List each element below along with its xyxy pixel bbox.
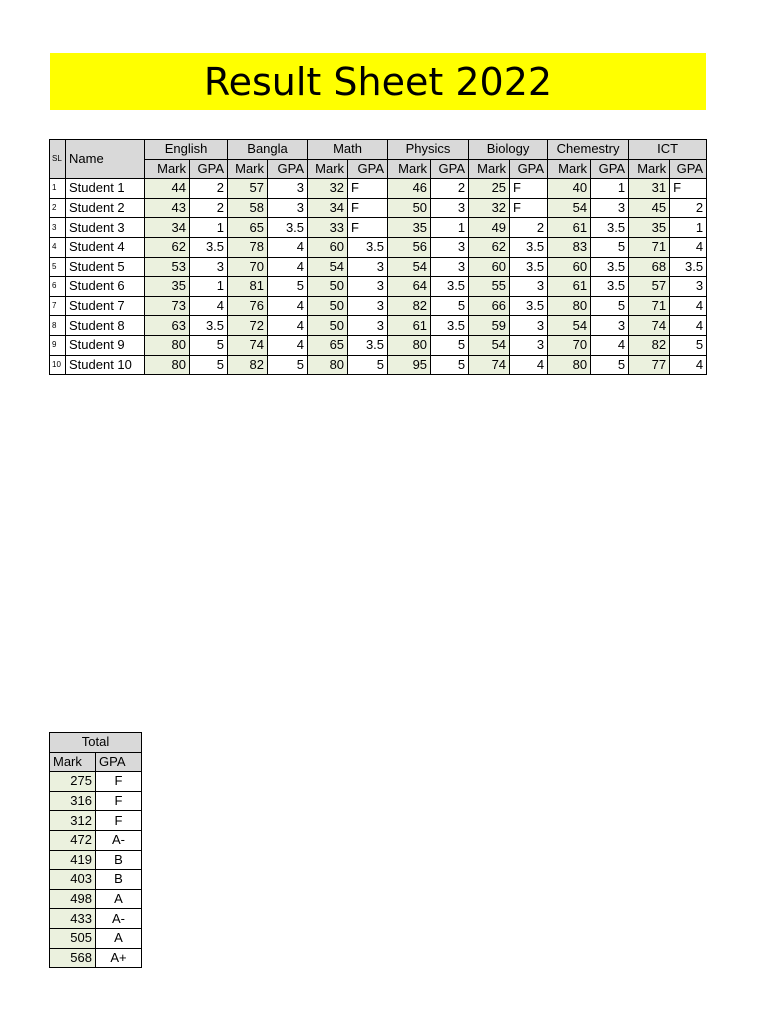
total-row	[50, 870, 142, 890]
total-mark-cell: 419	[50, 850, 96, 870]
sl-cell: 7	[50, 296, 66, 316]
mark-cell: 43	[145, 198, 190, 218]
table-row	[50, 296, 707, 316]
mark-cell: 78	[228, 237, 268, 257]
gpa-cell: 3	[431, 198, 469, 218]
mark-cell: 50	[308, 316, 348, 336]
mark-cell: 54	[469, 335, 510, 355]
mark-cell: 34	[308, 198, 348, 218]
gpa-cell: 3.5	[591, 257, 629, 277]
gpa-cell: 3.5	[348, 237, 388, 257]
gpa-cell: 2	[670, 198, 707, 218]
mark-cell: 57	[629, 277, 670, 297]
gpa-cell: 2	[190, 198, 228, 218]
mark-cell: 60	[548, 257, 591, 277]
table-row	[50, 335, 707, 355]
gpa-cell: 3.5	[431, 277, 469, 297]
mark-cell: 57	[228, 179, 268, 199]
total-gpa-header: GPA	[96, 752, 142, 772]
mark-cell: 54	[308, 257, 348, 277]
gpa-cell: 4	[510, 355, 548, 375]
gpa-cell: 3	[348, 257, 388, 277]
mark-cell: 54	[548, 316, 591, 336]
table-row	[50, 198, 707, 218]
total-mark-cell: 472	[50, 830, 96, 850]
gpa-cell: 3.5	[591, 277, 629, 297]
mark-cell: 32	[469, 198, 510, 218]
gpa-cell: 3.5	[510, 257, 548, 277]
gpa-cell: 3.5	[510, 296, 548, 316]
total-gpa-cell: A	[96, 889, 142, 909]
mark-cell: 60	[308, 237, 348, 257]
mark-cell: 70	[548, 335, 591, 355]
mark-cell: 54	[548, 198, 591, 218]
gpa-cell: 5	[431, 296, 469, 316]
gpa-cell: 4	[670, 316, 707, 336]
total-gpa-cell: A-	[96, 830, 142, 850]
mark-cell: 55	[469, 277, 510, 297]
mark-cell: 46	[388, 179, 431, 199]
gpa-subheader: GPA	[670, 159, 707, 179]
total-gpa-cell: F	[96, 811, 142, 831]
mark-cell: 49	[469, 218, 510, 238]
gpa-cell: 5	[670, 335, 707, 355]
student-name-cell: Student 2	[66, 198, 145, 218]
gpa-cell: 4	[268, 296, 308, 316]
name-header: Name	[66, 140, 145, 179]
mark-cell: 82	[228, 355, 268, 375]
mark-cell: 63	[145, 316, 190, 336]
gpa-cell: 1	[431, 218, 469, 238]
total-mark-cell: 498	[50, 889, 96, 909]
gpa-cell: 1	[190, 277, 228, 297]
mark-cell: 35	[388, 218, 431, 238]
gpa-cell: 3	[190, 257, 228, 277]
gpa-cell: 4	[190, 296, 228, 316]
mark-cell: 80	[388, 335, 431, 355]
gpa-cell: 4	[268, 335, 308, 355]
subject-header-english: English	[145, 140, 228, 160]
mark-cell: 66	[469, 296, 510, 316]
mark-cell: 71	[629, 296, 670, 316]
total-table	[49, 732, 142, 968]
gpa-cell: 4	[268, 316, 308, 336]
gpa-cell: 3	[591, 316, 629, 336]
total-row	[50, 889, 142, 909]
mark-cell: 65	[308, 335, 348, 355]
mark-cell: 59	[469, 316, 510, 336]
gpa-cell: 2	[431, 179, 469, 199]
gpa-cell: 3.5	[670, 257, 707, 277]
student-name-cell: Student 4	[66, 237, 145, 257]
gpa-subheader: GPA	[268, 159, 308, 179]
mark-cell: 82	[629, 335, 670, 355]
mark-cell: 83	[548, 237, 591, 257]
total-gpa-cell: B	[96, 870, 142, 890]
sl-header: SL	[50, 140, 66, 179]
mark-cell: 31	[629, 179, 670, 199]
mark-cell: 65	[228, 218, 268, 238]
total-gpa-cell: A+	[96, 948, 142, 968]
title-banner	[50, 53, 706, 110]
total-gpa-cell: B	[96, 850, 142, 870]
total-row	[50, 791, 142, 811]
table-row	[50, 316, 707, 336]
mark-cell: 61	[548, 218, 591, 238]
total-row	[50, 928, 142, 948]
student-name-cell: Student 7	[66, 296, 145, 316]
gpa-cell: 3	[348, 316, 388, 336]
mark-subheader: Mark	[548, 159, 591, 179]
mark-cell: 74	[228, 335, 268, 355]
mark-subheader: Mark	[308, 159, 348, 179]
mark-subheader: Mark	[629, 159, 670, 179]
mark-cell: 70	[228, 257, 268, 277]
mark-cell: 80	[548, 355, 591, 375]
sl-cell: 4	[50, 237, 66, 257]
total-gpa-cell: F	[96, 791, 142, 811]
gpa-cell: 1	[591, 179, 629, 199]
mark-cell: 58	[228, 198, 268, 218]
gpa-cell: F	[348, 179, 388, 199]
mark-cell: 61	[388, 316, 431, 336]
table-row	[50, 355, 707, 375]
total-gpa-cell: A	[96, 928, 142, 948]
mark-cell: 73	[145, 296, 190, 316]
gpa-cell: F	[348, 198, 388, 218]
gpa-cell: F	[510, 198, 548, 218]
result-table	[49, 139, 707, 375]
mark-cell: 33	[308, 218, 348, 238]
gpa-cell: 3	[591, 198, 629, 218]
total-mark-cell: 312	[50, 811, 96, 831]
sl-cell: 2	[50, 198, 66, 218]
student-name-cell: Student 10	[66, 355, 145, 375]
mark-cell: 45	[629, 198, 670, 218]
gpa-cell: 5	[591, 237, 629, 257]
total-row	[50, 909, 142, 929]
total-mark-cell: 505	[50, 928, 96, 948]
gpa-cell: 5	[268, 277, 308, 297]
total-mark-header: Mark	[50, 752, 96, 772]
subject-header-physics: Physics	[388, 140, 469, 160]
sl-cell: 10	[50, 355, 66, 375]
mark-cell: 72	[228, 316, 268, 336]
mark-cell: 25	[469, 179, 510, 199]
mark-cell: 50	[388, 198, 431, 218]
gpa-cell: 3	[510, 316, 548, 336]
gpa-subheader: GPA	[190, 159, 228, 179]
gpa-cell: 3	[670, 277, 707, 297]
gpa-cell: 3	[510, 277, 548, 297]
sl-cell: 9	[50, 335, 66, 355]
gpa-cell: 3	[348, 277, 388, 297]
gpa-cell: 5	[431, 335, 469, 355]
total-mark-cell: 316	[50, 791, 96, 811]
total-mark-cell: 275	[50, 772, 96, 792]
sl-cell: 5	[50, 257, 66, 277]
gpa-subheader: GPA	[431, 159, 469, 179]
student-name-cell: Student 6	[66, 277, 145, 297]
sl-cell: 3	[50, 218, 66, 238]
gpa-cell: 5	[190, 335, 228, 355]
gpa-cell: 4	[670, 237, 707, 257]
gpa-cell: 3.5	[268, 218, 308, 238]
total-mark-cell: 568	[50, 948, 96, 968]
student-name-cell: Student 5	[66, 257, 145, 277]
mark-cell: 50	[308, 296, 348, 316]
gpa-cell: 3.5	[431, 316, 469, 336]
mark-cell: 80	[145, 335, 190, 355]
gpa-cell: 3.5	[190, 316, 228, 336]
table-row	[50, 218, 707, 238]
total-row	[50, 772, 142, 792]
subject-header-ict: ICT	[629, 140, 707, 160]
mark-cell: 62	[145, 237, 190, 257]
table-row	[50, 237, 707, 257]
subject-header-chemestry: Chemestry	[548, 140, 629, 160]
gpa-cell: 3	[510, 335, 548, 355]
gpa-cell: F	[510, 179, 548, 199]
mark-cell: 95	[388, 355, 431, 375]
mark-cell: 80	[548, 296, 591, 316]
sl-cell: 8	[50, 316, 66, 336]
total-row	[50, 850, 142, 870]
mark-subheader: Mark	[388, 159, 431, 179]
gpa-cell: 2	[190, 179, 228, 199]
gpa-cell: 4	[670, 296, 707, 316]
gpa-cell: 5	[190, 355, 228, 375]
mark-cell: 35	[629, 218, 670, 238]
mark-cell: 74	[469, 355, 510, 375]
gpa-cell: 4	[268, 257, 308, 277]
total-row	[50, 948, 142, 968]
gpa-cell: 3.5	[348, 335, 388, 355]
gpa-cell: 3.5	[510, 237, 548, 257]
gpa-cell: 4	[268, 237, 308, 257]
mark-cell: 74	[629, 316, 670, 336]
gpa-cell: 3	[431, 257, 469, 277]
gpa-subheader: GPA	[348, 159, 388, 179]
mark-cell: 77	[629, 355, 670, 375]
total-mark-cell: 433	[50, 909, 96, 929]
mark-cell: 50	[308, 277, 348, 297]
table-row	[50, 257, 707, 277]
sl-cell: 1	[50, 179, 66, 199]
total-row	[50, 830, 142, 850]
gpa-cell: 3	[348, 296, 388, 316]
total-mark-cell: 403	[50, 870, 96, 890]
gpa-cell: 4	[670, 355, 707, 375]
gpa-subheader: GPA	[510, 159, 548, 179]
gpa-cell: 1	[190, 218, 228, 238]
gpa-cell: 5	[268, 355, 308, 375]
gpa-cell: 2	[510, 218, 548, 238]
mark-cell: 71	[629, 237, 670, 257]
table-row	[50, 277, 707, 297]
mark-cell: 81	[228, 277, 268, 297]
mark-cell: 32	[308, 179, 348, 199]
gpa-cell: 5	[591, 355, 629, 375]
gpa-cell: 3	[268, 198, 308, 218]
mark-cell: 56	[388, 237, 431, 257]
subject-header-biology: Biology	[469, 140, 548, 160]
mark-cell: 54	[388, 257, 431, 277]
total-gpa-cell: F	[96, 772, 142, 792]
gpa-cell: 3	[431, 237, 469, 257]
mark-cell: 35	[145, 277, 190, 297]
gpa-cell: 1	[670, 218, 707, 238]
mark-cell: 64	[388, 277, 431, 297]
total-gpa-cell: A-	[96, 909, 142, 929]
gpa-cell: 3	[268, 179, 308, 199]
total-header: Total	[50, 733, 142, 753]
gpa-cell: F	[348, 218, 388, 238]
total-row	[50, 811, 142, 831]
mark-cell: 82	[388, 296, 431, 316]
student-name-cell: Student 1	[66, 179, 145, 199]
subject-header-bangla: Bangla	[228, 140, 308, 160]
subject-header-math: Math	[308, 140, 388, 160]
gpa-cell: 5	[348, 355, 388, 375]
student-name-cell: Student 3	[66, 218, 145, 238]
mark-cell: 62	[469, 237, 510, 257]
student-name-cell: Student 9	[66, 335, 145, 355]
page-title: Result Sheet 2022	[203, 59, 553, 104]
mark-cell: 61	[548, 277, 591, 297]
mark-cell: 76	[228, 296, 268, 316]
gpa-cell: 4	[591, 335, 629, 355]
mark-cell: 40	[548, 179, 591, 199]
mark-cell: 44	[145, 179, 190, 199]
gpa-cell: F	[670, 179, 707, 199]
table-row	[50, 179, 707, 199]
mark-cell: 53	[145, 257, 190, 277]
mark-cell: 80	[308, 355, 348, 375]
mark-subheader: Mark	[469, 159, 510, 179]
gpa-cell: 3.5	[591, 218, 629, 238]
gpa-cell: 5	[591, 296, 629, 316]
gpa-cell: 3.5	[190, 237, 228, 257]
gpa-subheader: GPA	[591, 159, 629, 179]
student-name-cell: Student 8	[66, 316, 145, 336]
sl-cell: 6	[50, 277, 66, 297]
subheader-row	[50, 159, 707, 179]
mark-subheader: Mark	[228, 159, 268, 179]
gpa-cell: 5	[431, 355, 469, 375]
mark-subheader: Mark	[145, 159, 190, 179]
mark-cell: 34	[145, 218, 190, 238]
mark-cell: 80	[145, 355, 190, 375]
mark-cell: 60	[469, 257, 510, 277]
mark-cell: 68	[629, 257, 670, 277]
